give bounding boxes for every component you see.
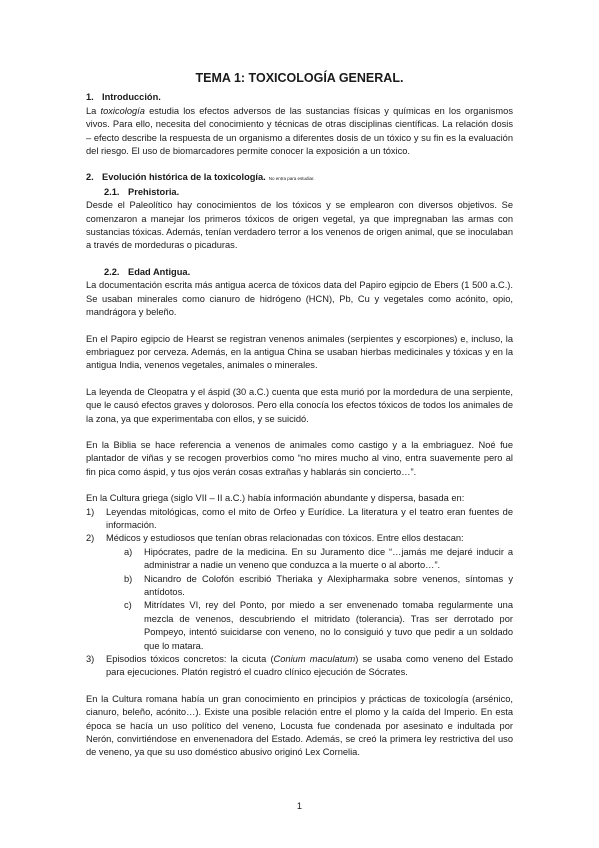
subsection-2-1-number: 2.1.: [104, 186, 120, 197]
list-item: [86, 653, 513, 680]
prehistoria-paragraph: Desde el Paleolítico hay conocimientos de los tóxicos y se emplearon con diversos objetivos. Se comenzaron a manejar los primeros tóxicos de origen vegetal, ya que impregnaban las armas con sustancias tóxicas. Además, tenían verdadero terror a los venenos de origen animal, que se inoculaban a través de mordeduras o picaduras.: [86, 200, 513, 251]
list-item-text: Episodios tóxicos concretos: la cicuta (: [106, 654, 274, 665]
section-2-heading: [86, 171, 513, 185]
subsection-2-1-heading: [104, 186, 513, 199]
paragraph-text: estudia los efectos adversos de las sustancias físicas y químicas en los organismos vivos. Para ello, necesita del conocimiento y técnicas de otras disciplinas científicas. La relación dosis – efecto describe la respuesta de un organismo a diferentes dosis de un tóxico y su fin es la evaluación del riesgo. El uso de biomarcadores permite conocer la exposición a un tóxico.: [86, 105, 513, 157]
list-item: [86, 532, 513, 653]
biblia-paragraph: En la Biblia se hace referencia a venenos de animales como castigo y a la embriaguez. Noé fue plantador de viñas y se recogen proverbios como “no mires mucho al vino, entra suavemente pero al fin pica como áspid, y tus ojos verán cosas extrañas y hablarás sin concierto…”.: [86, 439, 513, 477]
hearst-paragraph: En el Papiro egipcio de Hearst se registran venenos animales (serpientes y escorpiones) e, incluso, la embriaguez por cerveza. Además, en la antigua China se usaban hierbas medicinales y tóxicas y en la antigua India, venenos vegetales, animales o minerales.: [86, 333, 513, 371]
ebers-paragraph: La documentación escrita más antigua acerca de tóxicos data del Papiro egipcio de Ebers (1 500 a.C.). Se usaban minerales como cianuro de hidrógeno (HCN), Pb, Cu y vegetales como acónito, opio, mandrágora y beleño.: [86, 280, 513, 318]
section-1-number: 1.: [86, 92, 94, 103]
sublist-item-text: Mitrídates VI, rey del Ponto, por miedo a ser envenenado tomaba regularmente una mezcla de venenos, descubriendo el mitridato (tolerancia). Tras ser derrotado por Pompeyo, intentó suicidarse con veneno, no lo consiguió y tuvo que pedir a un soldado que lo matara.: [144, 600, 513, 651]
sublist-marker: b): [124, 573, 133, 584]
list-item: [86, 506, 513, 533]
cleopatra-paragraph: La leyenda de Cleopatra y el áspid (30 a.C.) cuenta que esta murió por la mordedura de una serpiente, que le causó efectos graves y dolorosos. Pero ella conocía los efectos tóxicos de todos los animales de la zona, ya que experimentaba con ellos, y se suicidó.: [86, 386, 513, 424]
page-number: 1: [296, 801, 303, 811]
paragraph-text: La: [86, 105, 101, 116]
list-marker: 2): [86, 533, 95, 544]
list-item-text: Médicos y estudiosos que tenían obras relacionadas con tóxicos. Entre ellos destacan:: [106, 533, 464, 544]
species-name: Conium maculatum: [273, 654, 356, 665]
subsection-2-2-heading: [104, 266, 513, 279]
list-marker: 1): [86, 506, 95, 517]
section-2-note: No entra para estudiar.: [268, 176, 315, 182]
sublist-item-text: Nicandro de Colofón escribió Theriaka y Alexipharmaka sobre venenos, síntomas y antídotos.: [144, 573, 513, 597]
document-title: TEMA 1: TOXICOLOGÍA GENERAL.: [195, 71, 404, 85]
medicos-sublist: [106, 546, 513, 653]
section-2-title: Evolución histórica de la toxicología.: [102, 172, 266, 183]
sublist-marker: a): [124, 546, 133, 557]
subsection-2-2-title: Edad Antigua.: [128, 266, 191, 277]
section-1-title: Introducción.: [102, 92, 161, 103]
subsection-2-1-title: Prehistoria.: [128, 186, 180, 197]
sublist-item: [106, 599, 513, 653]
sublist-item: [106, 573, 513, 600]
cultura-griega-paragraph: En la Cultura griega (siglo VII – II a.C.) había información abundante y dispersa, basada en:: [86, 493, 465, 504]
sublist-item-text: Hipócrates, padre de la medicina. En su Juramento dice “…jamás me dejaré inducir a administrar a nadie un veneno que conduzca a la muerte o al aborto…”.: [144, 546, 513, 571]
list-item-text: ) se usaba como veneno del Estado para ejecuciones. Platón registró el cuadro clínico ejecución de Sócrates.: [106, 654, 513, 678]
griega-list: [86, 506, 513, 680]
paragraph-italic-term: toxicología: [100, 105, 145, 116]
cultura-romana-paragraph: En la Cultura romana había un gran conocimiento en principios y prácticas de toxicología (arsénico, cianuro, beleño, acónito…). Existe una posible relación entre el plomo y la caída del Imperio. En esta época se hacía un uso político del veneno, Locusta fue condenada por asesinato e indultada por Nerón, convirtiéndose en envenenadora del Estado. Además, se creó la primera ley restrictiva del uso de veneno, ya que su uso doméstico abusivo originó Lex Cornelia.: [86, 693, 513, 758]
section-2-number: 2.: [86, 172, 94, 183]
section-1-paragraph: [86, 105, 513, 159]
sublist-item: [106, 546, 513, 573]
subsection-2-2-number: 2.2.: [104, 266, 120, 277]
sublist-marker: c): [124, 600, 132, 611]
list-item-text: Leyendas mitológicas, como el mito de Orfeo y Eurídice. La literatura y el teatro eran fuentes de información.: [106, 506, 513, 530]
list-marker: 3): [86, 654, 95, 665]
section-1-heading: [86, 91, 513, 104]
